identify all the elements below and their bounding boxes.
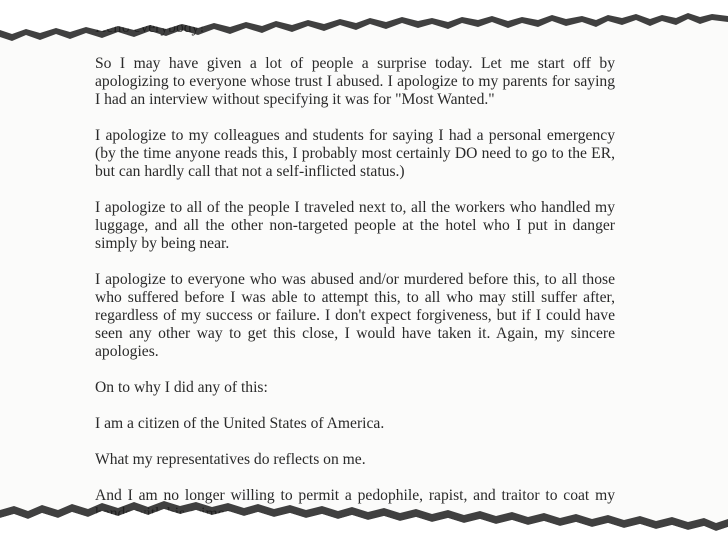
torn-edge-top [0, 0, 728, 46]
letter-paragraph: And I am no longer willing to permit a pedophile, rapist, and traitor to coat my [95, 487, 615, 504]
torn-edge-bottom [0, 500, 728, 546]
letter-body [95, 19, 615, 541]
letter-paragraph: I apologize to everyone who was abused and/or murdered before this, to all those who suffered before I was able to attempt this, to all who may still suffer after, regardless of my success or failure. I don't expect forgiveness, but if I could have seen any other way to get this close, I would have taken it. Again, my sincere apologies. [95, 271, 615, 360]
letter-paragraph: I apologize to my colleagues and students for saying I had a personal emergency (by the time anyone reads this, I probably most certainly DO need to go to the ER, but can hardly call that not a self-inflicted status.) [95, 127, 615, 180]
letter-paragraph: I am a citizen of the United States of America. [95, 415, 385, 432]
letter-paragraph: So I may have given a lot of people a surprise today. Let me start off by apologizing to everyone whose trust I abused. I apologize to my parents for saying I had an interview without specifying it was for "Most Wanted." [95, 55, 615, 108]
letter-paragraph: What my representatives do reflects on me. [95, 451, 366, 468]
letter-paragraph: I apologize to all of the people I traveled next to, all the workers who handled my luggage, and all the other non-targeted people at the hotel who I put in danger simply by being near. [95, 199, 615, 252]
letter-paragraph: On to why I did any of this: [95, 379, 268, 396]
